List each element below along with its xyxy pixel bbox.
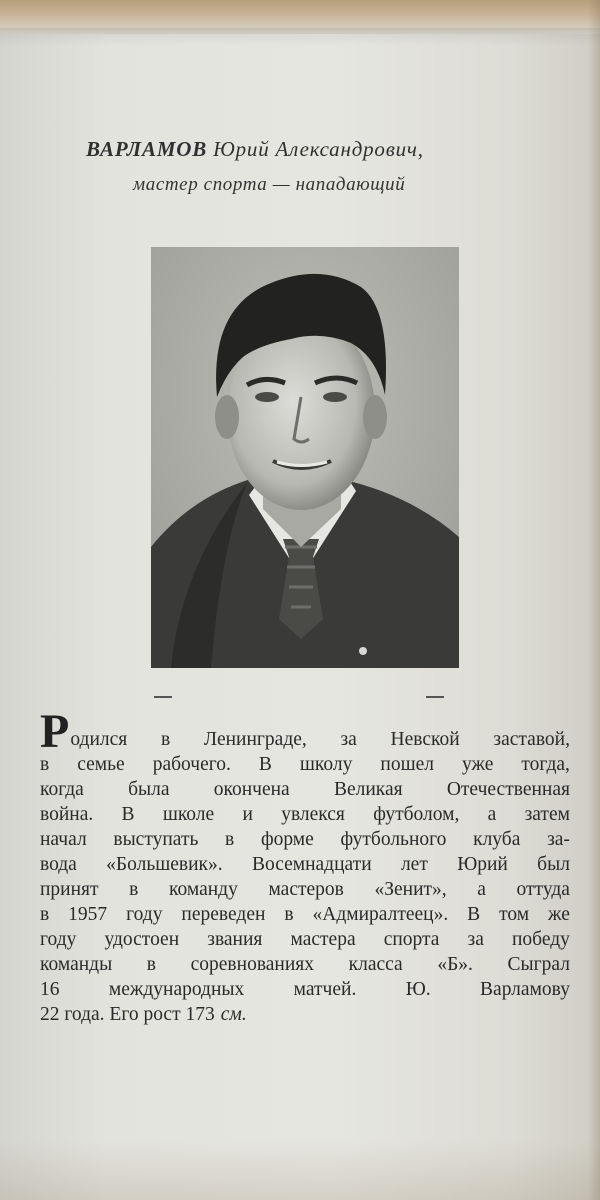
drop-cap: Р <box>40 705 70 758</box>
bio-line: когда была окончена Великая Отечественная <box>40 779 570 800</box>
bio-line: году удостоен звания мастера спорта за победу <box>40 929 570 950</box>
bio-line: Р одился в Ленинграде, за Невской заставой, <box>40 705 570 758</box>
portrait-photo <box>151 247 459 668</box>
page-bottom-shade <box>0 1140 600 1200</box>
caption-dash-left <box>154 696 172 698</box>
page-top-shadow <box>0 28 600 46</box>
bio-line: 16 международных матчей. Ю. Варламову <box>40 979 570 1000</box>
bio-line: война. В школе и увлекся футболом, а затем <box>40 804 570 825</box>
player-title: мастер спорта — нападающий <box>133 174 406 195</box>
bio-line: вода «Большевик». Восемнадцати лет Юрий был <box>40 854 570 875</box>
portrait-photo-icon <box>151 247 459 668</box>
bio-line: принят в команду мастеров «Зенит», а оттуда <box>40 879 570 900</box>
player-name <box>86 137 556 162</box>
player-surname: ВАРЛАМОВ <box>86 137 208 161</box>
bio-line: в 1957 году переведен в «Адмиралтеец». В том же <box>40 904 570 925</box>
bio-line: в семье рабочего. В школу пошел уже тогда, <box>40 754 570 775</box>
player-given-names: Юрий Александрович, <box>213 137 424 161</box>
biography-text <box>40 705 570 1027</box>
bio-line: начал выступать в форме футбольного клуба за- <box>40 829 570 850</box>
bio-line: команды в соревнованиях класса «Б». Сыграл <box>40 954 570 975</box>
bio-line-last: 22 года. Его рост 173 см. <box>40 1004 247 1025</box>
height-unit: см. <box>220 1004 247 1025</box>
page-right-edge <box>588 0 600 1200</box>
caption-dash-right <box>426 696 444 698</box>
